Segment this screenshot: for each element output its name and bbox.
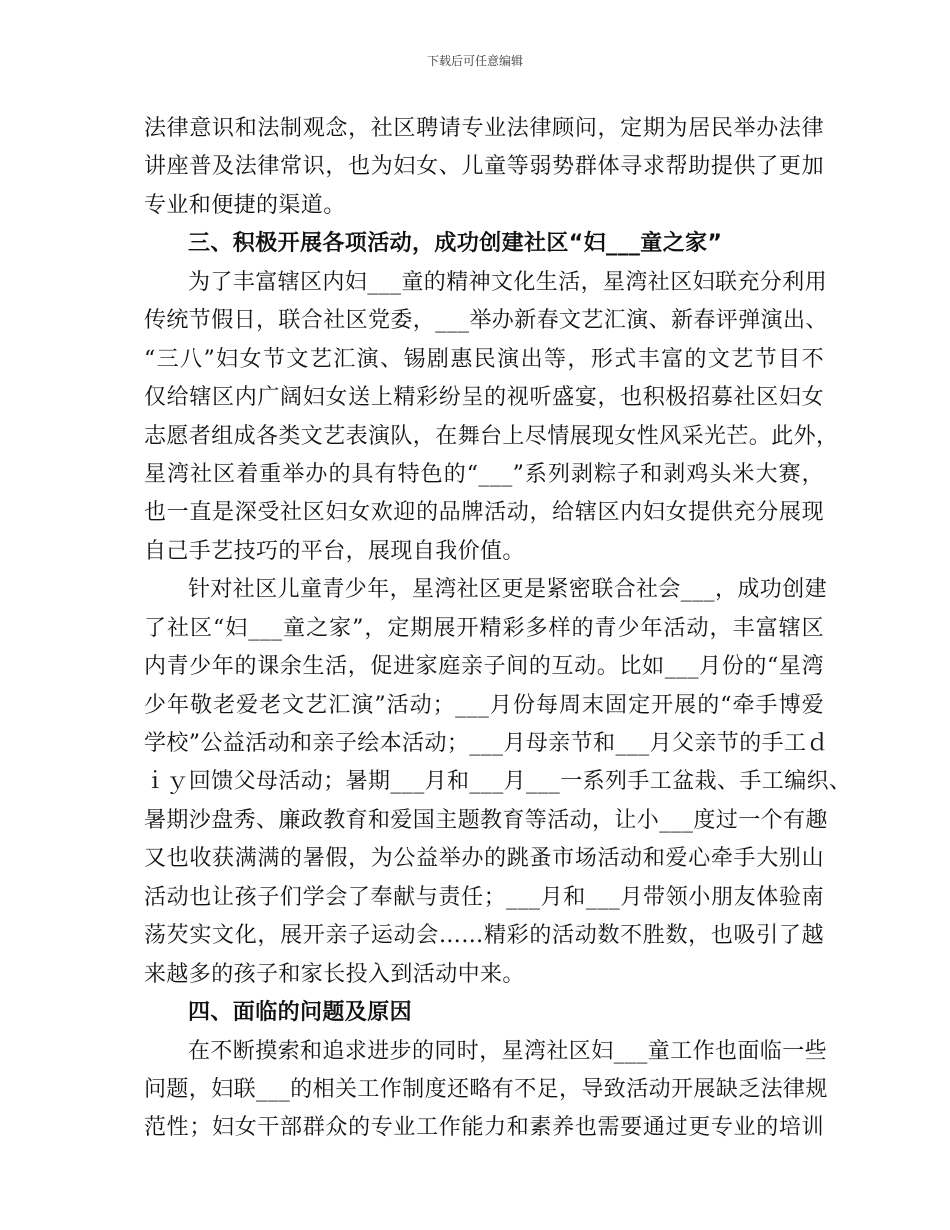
text-line: 荡芡实文化，展开亲子运动会……精彩的活动数不胜数，也吸引了越 [144, 923, 824, 949]
text-line: 自己手艺技巧的平台，展现自我价值。 [144, 538, 525, 564]
text-line: 学校”公益活动和亲子绘本活动；___月母亲节和___月父亲节的手工ｄ [144, 731, 829, 756]
text-line: 范性；妇女干部群众的专业工作能力和素养也需要通过更专业的培训 [144, 1115, 824, 1141]
document-body [144, 110, 852, 1148]
text-line: 内青少年的课余生活，促进家庭亲子间的互动。比如___月份的“星湾 [144, 654, 824, 680]
text-line: 传统节假日，联合社区党委，___举办新春文艺汇演、新春评弹演出、 [144, 308, 828, 334]
text-line: 问题，妇联___的相关工作制度还略有不足，导致活动开展缺乏法律规 [144, 1076, 828, 1102]
text-line: 了社区“妇___童之家”，定期展开精彩多样的青少年活动，丰富辖区 [144, 615, 824, 641]
text-line: 在不断摸索和追求进步的同时，星湾社区妇___童工作也面临一些 [188, 1038, 828, 1064]
text-line: 少年敬老爱老文艺汇演”活动；___月份每周末固定开展的“牵手博爱 [144, 692, 824, 718]
text-line: “三八”妇女节文艺汇演、锡剧惠民演出等，形式丰富的文艺节目不 [144, 346, 824, 372]
page-header: 下载后可任意编辑 [426, 54, 523, 68]
text-line: 针对社区儿童青少年，星湾社区更是紧密联合社会___，成功创建 [188, 577, 828, 603]
text-line: 活动也让孩子们学会了奉献与责任；___月和___月带领小朋友体验南 [144, 884, 824, 910]
text-line: 来越多的孩子和家长投入到活动中来。 [144, 961, 525, 987]
section-heading: 四、面临的问题及原因 [188, 1000, 413, 1026]
text-line: 志愿者组成各类文艺表演队，在舞台上尽情展现女性风采光芒。此外， [144, 423, 839, 449]
text-line: 为了丰富辖区内妇___童的精神文化生活，星湾社区妇联充分利用 [188, 269, 828, 295]
text-line: 又也收获满满的暑假，为公益举办的跳蚤市场活动和爱心牵手大别山 [144, 846, 824, 872]
text-line: 暑期沙盘秀、廉政教育和爱国主题教育等活动，让小___度过一个有趣 [144, 807, 828, 833]
text-line: 星湾社区着重举办的具有特色的“___”系列剥粽子和剥鸡头米大赛， [144, 461, 824, 487]
text-line: ｉｙ回馈父母活动；暑期___月和___月___一系列手工盆栽、手工编织、 [144, 769, 852, 795]
text-line: 专业和便捷的渠道。 [144, 192, 346, 218]
text-line: 也一直是深受社区妇女欢迎的品牌活动，给辖区内妇女提供充分展现 [144, 500, 824, 526]
text-line: 仅给辖区内广阔妇女送上精彩纷呈的视听盛宴，也积极招募社区妇女 [144, 385, 824, 411]
text-line: 法律意识和法制观念，社区聘请专业法律顾问，定期为居民举办法律 [144, 116, 824, 141]
text-line: 讲座普及法律常识，也为妇女、儿童等弱势群体寻求帮助提供了更加 [144, 154, 824, 180]
section-heading: 三、积极开展各项活动，成功创建社区“妇___童之家” [188, 231, 723, 257]
